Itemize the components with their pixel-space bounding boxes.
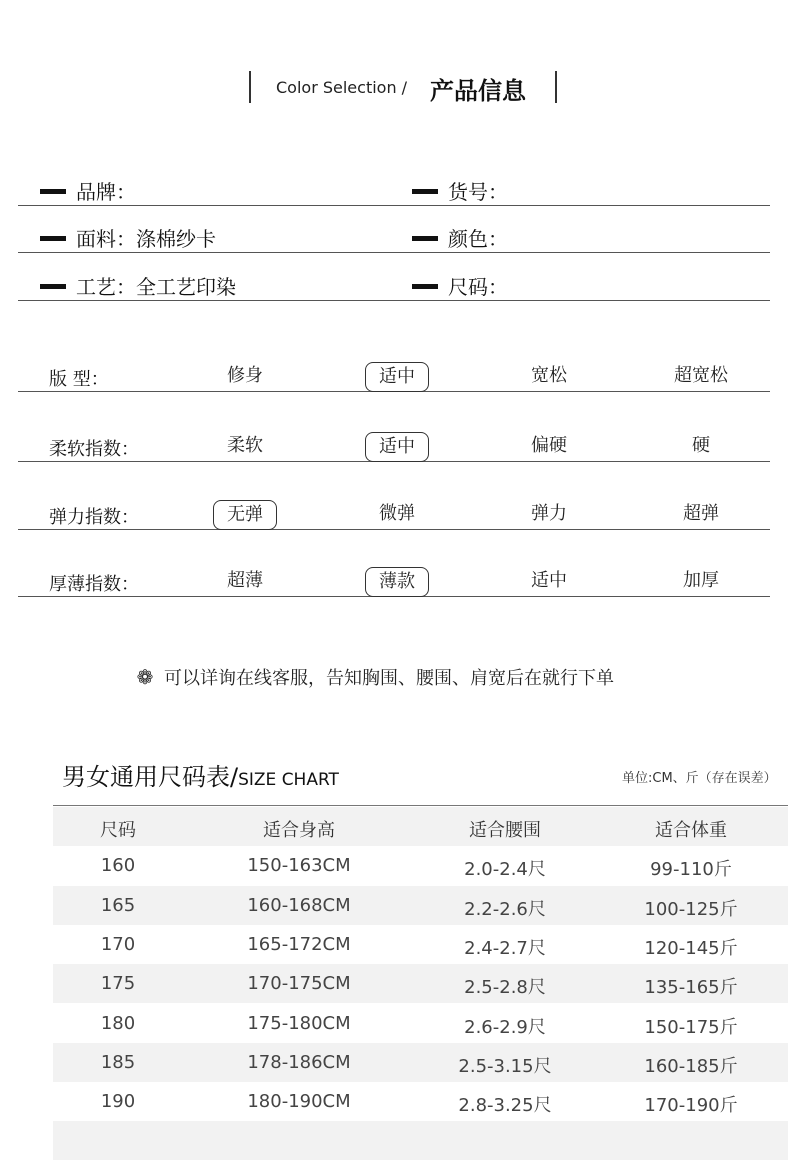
info-label: 货号： [448, 180, 508, 204]
table-cell: 99-110斤 [650, 859, 732, 881]
table-cell: 185 [100, 1051, 136, 1073]
info-label: 颜色： [448, 227, 508, 251]
size-chart-unit: 单位:CM、斤（存在误差） [622, 771, 777, 786]
info-value: 全工艺印染 [136, 275, 236, 299]
table-cell: 2.5-2.8尺 [464, 977, 546, 999]
table-row [53, 925, 788, 964]
info-cell-right [412, 223, 508, 252]
table-row [53, 846, 788, 885]
dash-icon [40, 236, 66, 241]
table-row [53, 1121, 788, 1160]
attribute-option-selected: 薄款 [365, 567, 429, 597]
flower-icon: ❁ [136, 665, 154, 689]
attribute-option: 偏硬 [531, 435, 567, 456]
info-label: 工艺： [76, 275, 136, 299]
size-chart-title [62, 757, 339, 792]
table-cell: 120-145斤 [644, 937, 738, 959]
info-cell-left [40, 271, 236, 300]
table-row [53, 1004, 788, 1043]
table-header-cell: 适合身高 [263, 820, 335, 841]
attribute-label: 版 型： [49, 369, 109, 390]
info-label: 品牌： [76, 180, 136, 204]
table-cell: 165 [100, 894, 136, 916]
table-row [53, 1082, 788, 1121]
info-value: 涤棉纱卡 [136, 227, 216, 251]
attribute-option: 宽松 [531, 365, 567, 386]
attribute-option-selected: 适中 [365, 432, 429, 462]
table-cell: 2.4-2.7尺 [464, 937, 546, 959]
table-cell: 180-190CM [247, 1091, 351, 1113]
attribute-option: 修身 [227, 365, 263, 386]
table-row [53, 1043, 788, 1082]
info-cell-right [412, 271, 508, 300]
attribute-option: 超弹 [683, 503, 719, 524]
table-row [53, 886, 788, 925]
info-label: 面料： [76, 227, 136, 251]
dash-icon [412, 236, 438, 241]
table-cell: 160-168CM [247, 894, 351, 916]
header-divider-right [555, 71, 557, 103]
size-chart-title-cn: 男女通用尺码表/ [62, 763, 239, 791]
attribute-row [18, 530, 770, 597]
info-cell-left [40, 223, 216, 252]
header-divider-left [249, 71, 251, 103]
table-cell: 2.5-3.15尺 [458, 1055, 552, 1077]
attribute-row [18, 342, 770, 392]
customer-service-note [134, 664, 614, 690]
table-cell: 2.2-2.6尺 [464, 898, 546, 920]
table-cell: 170 [100, 933, 136, 955]
table-cell: 175-180CM [247, 1012, 351, 1034]
info-cell-left [40, 176, 136, 205]
table-cell: 170-190斤 [644, 1095, 738, 1117]
table-cell: 165-172CM [247, 933, 351, 955]
attribute-row [18, 462, 770, 530]
dash-icon [412, 284, 438, 289]
attribute-label: 厚薄指数： [49, 574, 139, 595]
attribute-label: 柔软指数： [49, 439, 139, 460]
table-row [53, 964, 788, 1003]
dash-icon [40, 189, 66, 194]
table-cell: 2.6-2.9尺 [464, 1016, 546, 1038]
attribute-option: 弹力 [531, 503, 567, 524]
note-text: 可以详询在线客服，告知胸围、腰围、肩宽后在就行下单 [164, 668, 614, 689]
table-cell: 190 [100, 1091, 136, 1113]
table-header-cell: 尺码 [100, 820, 136, 841]
info-row [18, 213, 770, 253]
attribute-option: 加厚 [683, 570, 719, 591]
attribute-option: 柔软 [227, 435, 263, 456]
table-cell: 2.0-2.4尺 [464, 859, 546, 881]
attribute-option-selected: 适中 [365, 362, 429, 392]
attribute-option: 超薄 [227, 570, 263, 591]
table-header-cell: 适合腰围 [469, 820, 541, 841]
attribute-option: 适中 [531, 570, 567, 591]
attribute-option: 硬 [692, 435, 710, 456]
attribute-label: 弹力指数： [49, 507, 139, 528]
table-cell: 150-163CM [247, 855, 351, 877]
table-cell: 160-185斤 [644, 1055, 738, 1077]
dash-icon [40, 284, 66, 289]
dash-icon [412, 189, 438, 194]
header-title-en: Color Selection / [276, 78, 408, 97]
size-chart-top-line [53, 805, 788, 806]
attribute-option-selected: 无弹 [213, 500, 277, 530]
table-header-cell: 适合体重 [655, 820, 727, 841]
table-cell: 178-186CM [247, 1051, 351, 1073]
info-label: 尺码： [448, 275, 508, 299]
table-cell: 170-175CM [247, 973, 351, 995]
table-header-row [53, 807, 788, 846]
table-cell: 100-125斤 [644, 898, 738, 920]
attribute-option: 微弹 [379, 503, 415, 524]
info-cell-right [412, 176, 508, 205]
attribute-option: 超宽松 [674, 365, 728, 386]
header-title-cn: 产品信息 [430, 77, 526, 105]
table-cell: 160 [100, 855, 136, 877]
table-cell: 135-165斤 [644, 977, 738, 999]
table-cell: 175 [100, 973, 136, 995]
attribute-row [18, 392, 770, 462]
info-row [18, 166, 770, 206]
info-row [18, 261, 770, 301]
table-cell: 180 [100, 1012, 136, 1034]
size-chart-title-en: SIZE CHART [238, 770, 339, 790]
table-cell: 150-175斤 [644, 1016, 738, 1038]
table-cell: 2.8-3.25尺 [458, 1095, 552, 1117]
